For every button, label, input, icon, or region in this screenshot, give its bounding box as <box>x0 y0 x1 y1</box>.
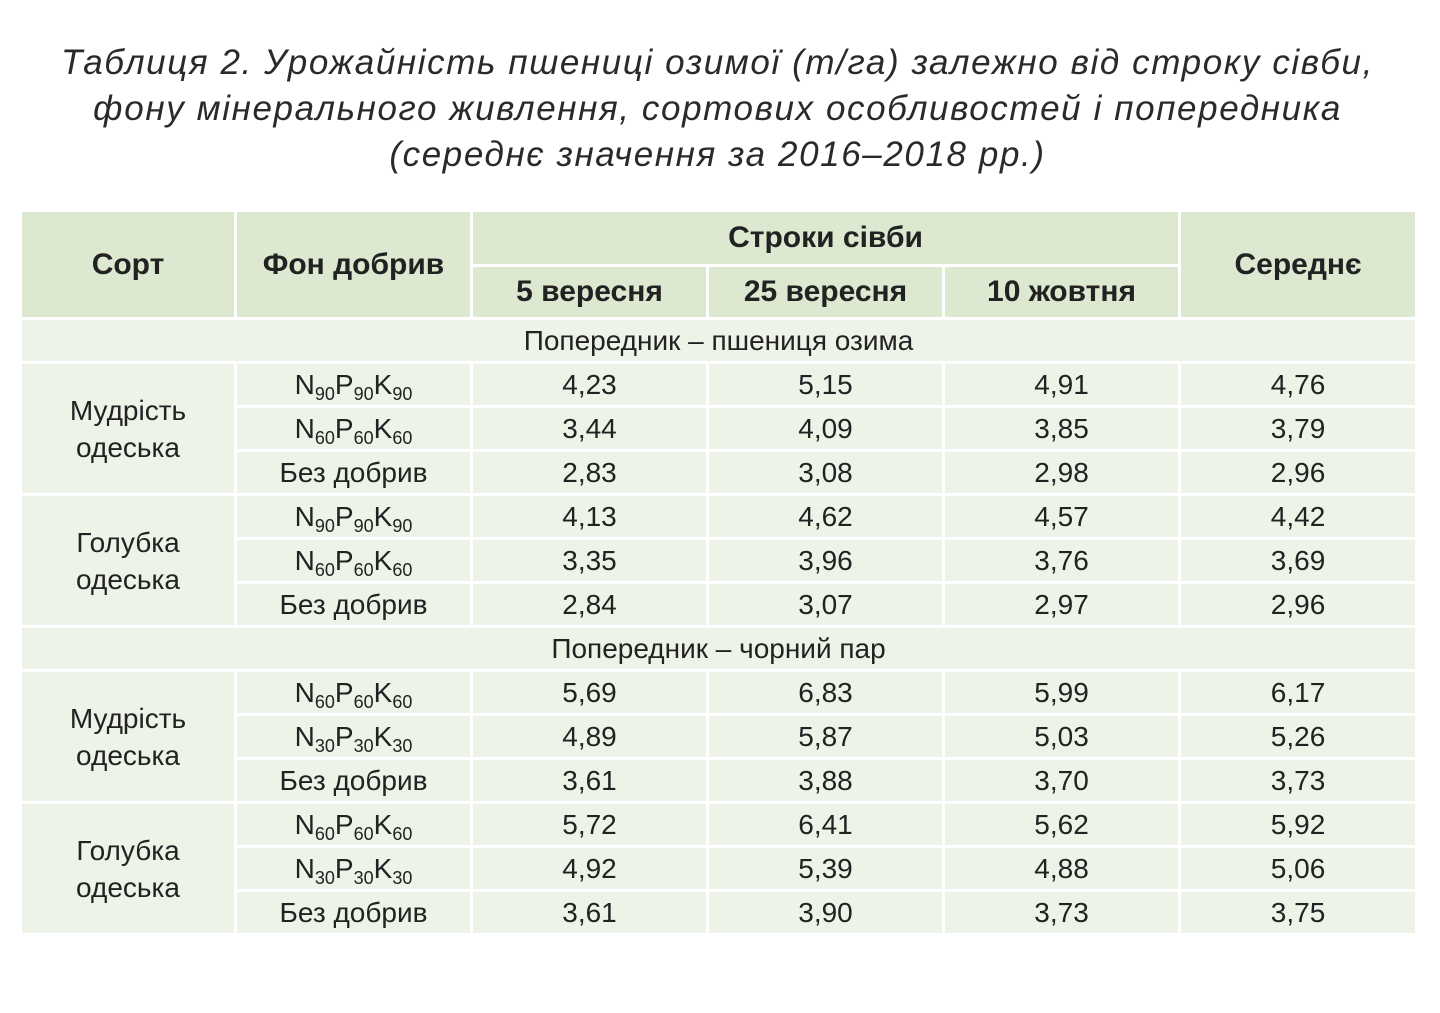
header-date: 5 вересня <box>472 266 708 319</box>
fertilizer-cell <box>236 539 472 583</box>
nutrient-symbol: N <box>294 852 315 884</box>
nutrient-symbol: K <box>373 368 393 400</box>
average-cell: 4,76 <box>1180 363 1417 407</box>
no-fertilizer-label: Без добрив <box>279 456 428 488</box>
nutrient-symbol: K <box>373 808 393 840</box>
nutrient-symbol: K <box>373 676 393 708</box>
nutrient-dose: 60 <box>392 559 413 580</box>
section-title: Попередник – пшениця озима <box>21 319 1417 363</box>
variety-name-line: одеська <box>76 563 180 595</box>
header-average: Середнє <box>1180 211 1417 319</box>
yield-table <box>19 209 1418 936</box>
variety-name-line: Мудрість <box>69 702 187 734</box>
nutrient-symbol: K <box>373 720 393 752</box>
average-cell: 3,69 <box>1180 539 1417 583</box>
header-fertilizer: Фон добрив <box>236 211 472 319</box>
nutrient-dose: 30 <box>353 735 374 756</box>
average-cell: 5,92 <box>1180 803 1417 847</box>
nutrient-symbol: P <box>334 500 354 532</box>
nutrient-symbol: K <box>373 500 393 532</box>
nutrient-dose: 30 <box>392 735 413 756</box>
nutrient-symbol: P <box>334 544 354 576</box>
yield-cell: 5,69 <box>472 671 708 715</box>
yield-cell: 6,83 <box>708 671 944 715</box>
fertilizer-cell <box>236 363 472 407</box>
nutrient-symbol: K <box>373 412 393 444</box>
fertilizer-cell <box>236 583 472 627</box>
average-cell: 5,26 <box>1180 715 1417 759</box>
average-cell: 2,96 <box>1180 451 1417 495</box>
yield-cell: 4,88 <box>944 847 1180 891</box>
nutrient-symbol: N <box>294 412 315 444</box>
nutrient-dose: 90 <box>392 515 413 536</box>
nutrient-symbol: P <box>334 720 354 752</box>
nutrient-symbol: K <box>373 544 393 576</box>
fertilizer-cell <box>236 671 472 715</box>
variety-cell <box>21 671 236 803</box>
no-fertilizer-label: Без добрив <box>279 896 428 928</box>
nutrient-dose: 60 <box>353 691 374 712</box>
nutrient-dose: 30 <box>392 867 413 888</box>
table-body <box>21 319 1417 935</box>
average-cell: 3,79 <box>1180 407 1417 451</box>
yield-cell: 5,15 <box>708 363 944 407</box>
nutrient-symbol: N <box>294 808 315 840</box>
nutrient-dose: 60 <box>392 427 413 448</box>
nutrient-symbol: P <box>334 852 354 884</box>
yield-cell: 4,92 <box>472 847 708 891</box>
yield-cell: 4,89 <box>472 715 708 759</box>
nutrient-dose: 90 <box>314 515 335 536</box>
variety-name-line: одеська <box>76 739 180 771</box>
average-cell: 6,17 <box>1180 671 1417 715</box>
no-fertilizer-label: Без добрив <box>279 764 428 796</box>
table-row <box>21 671 1417 715</box>
yield-cell: 5,99 <box>944 671 1180 715</box>
yield-cell: 4,57 <box>944 495 1180 539</box>
yield-cell: 3,88 <box>708 759 944 803</box>
fertilizer-cell <box>236 451 472 495</box>
yield-cell: 2,84 <box>472 583 708 627</box>
yield-cell: 4,62 <box>708 495 944 539</box>
average-cell: 3,73 <box>1180 759 1417 803</box>
table-header <box>21 211 1417 319</box>
fertilizer-cell <box>236 891 472 935</box>
nutrient-dose: 90 <box>353 515 374 536</box>
average-cell: 2,96 <box>1180 583 1417 627</box>
yield-cell: 5,72 <box>472 803 708 847</box>
section-row <box>21 319 1417 363</box>
nutrient-symbol: N <box>294 368 315 400</box>
header-date: 10 жовтня <box>944 266 1180 319</box>
nutrient-dose: 60 <box>353 823 374 844</box>
fertilizer-cell <box>236 759 472 803</box>
nutrient-symbol: N <box>294 676 315 708</box>
yield-cell: 3,44 <box>472 407 708 451</box>
section-row <box>21 627 1417 671</box>
nutrient-dose: 60 <box>392 823 413 844</box>
yield-cell: 4,23 <box>472 363 708 407</box>
variety-name-line: Голубка <box>76 834 180 866</box>
nutrient-dose: 60 <box>314 559 335 580</box>
average-cell: 4,42 <box>1180 495 1417 539</box>
nutrient-symbol: P <box>334 808 354 840</box>
yield-cell: 3,70 <box>944 759 1180 803</box>
fertilizer-cell <box>236 847 472 891</box>
variety-name-line: одеська <box>76 431 180 463</box>
table-row <box>21 495 1417 539</box>
yield-cell: 3,35 <box>472 539 708 583</box>
nutrient-dose: 60 <box>314 691 335 712</box>
variety-cell <box>21 363 236 495</box>
fertilizer-cell <box>236 407 472 451</box>
nutrient-symbol: K <box>373 852 393 884</box>
yield-cell: 3,61 <box>472 759 708 803</box>
yield-cell: 4,91 <box>944 363 1180 407</box>
yield-cell: 5,03 <box>944 715 1180 759</box>
caption-line: Таблиця 2. Урожайність пшениці озимої (т/га) залежно від строку сівби, <box>61 43 1374 82</box>
variety-name-line: Мудрість <box>69 394 187 426</box>
variety-cell <box>21 495 236 627</box>
section-title: Попередник – чорний пар <box>21 627 1417 671</box>
nutrient-symbol: P <box>334 368 354 400</box>
header-variety: Сорт <box>21 211 236 319</box>
table-row <box>21 803 1417 847</box>
yield-cell: 3,07 <box>708 583 944 627</box>
yield-cell: 2,97 <box>944 583 1180 627</box>
nutrient-symbol: N <box>294 544 315 576</box>
fertilizer-cell <box>236 803 472 847</box>
nutrient-dose: 30 <box>353 867 374 888</box>
header-date: 25 вересня <box>708 266 944 319</box>
yield-cell: 5,87 <box>708 715 944 759</box>
yield-cell: 6,41 <box>708 803 944 847</box>
average-cell: 3,75 <box>1180 891 1417 935</box>
yield-cell: 4,09 <box>708 407 944 451</box>
nutrient-dose: 60 <box>314 427 335 448</box>
fertilizer-cell <box>236 715 472 759</box>
variety-name-line: Голубка <box>76 526 180 558</box>
yield-cell: 2,98 <box>944 451 1180 495</box>
yield-cell: 3,73 <box>944 891 1180 935</box>
yield-cell: 3,96 <box>708 539 944 583</box>
nutrient-dose: 60 <box>392 691 413 712</box>
yield-cell: 3,61 <box>472 891 708 935</box>
yield-cell: 3,08 <box>708 451 944 495</box>
nutrient-dose: 90 <box>353 383 374 404</box>
table-row <box>21 363 1417 407</box>
nutrient-symbol: N <box>294 500 315 532</box>
no-fertilizer-label: Без добрив <box>279 588 428 620</box>
nutrient-dose: 60 <box>353 559 374 580</box>
yield-cell: 5,62 <box>944 803 1180 847</box>
header-sowing-dates: Строки сівби <box>472 211 1180 266</box>
caption-line: (середнє значення за 2016–2018 рр.) <box>389 135 1046 174</box>
nutrient-dose: 90 <box>314 383 335 404</box>
variety-cell <box>21 803 236 935</box>
table-caption <box>20 40 1415 178</box>
yield-cell: 5,39 <box>708 847 944 891</box>
yield-cell: 3,76 <box>944 539 1180 583</box>
nutrient-dose: 90 <box>392 383 413 404</box>
nutrient-dose: 30 <box>314 735 335 756</box>
nutrient-dose: 60 <box>353 427 374 448</box>
fertilizer-cell <box>236 495 472 539</box>
nutrient-dose: 30 <box>314 867 335 888</box>
nutrient-dose: 60 <box>314 823 335 844</box>
nutrient-symbol: P <box>334 412 354 444</box>
yield-cell: 3,85 <box>944 407 1180 451</box>
average-cell: 5,06 <box>1180 847 1417 891</box>
caption-line: фону мінерального живлення, сортових особливостей і попередника <box>93 89 1342 128</box>
yield-cell: 2,83 <box>472 451 708 495</box>
nutrient-symbol: P <box>334 676 354 708</box>
variety-name-line: одеська <box>76 871 180 903</box>
yield-cell: 3,90 <box>708 891 944 935</box>
yield-cell: 4,13 <box>472 495 708 539</box>
nutrient-symbol: N <box>294 720 315 752</box>
